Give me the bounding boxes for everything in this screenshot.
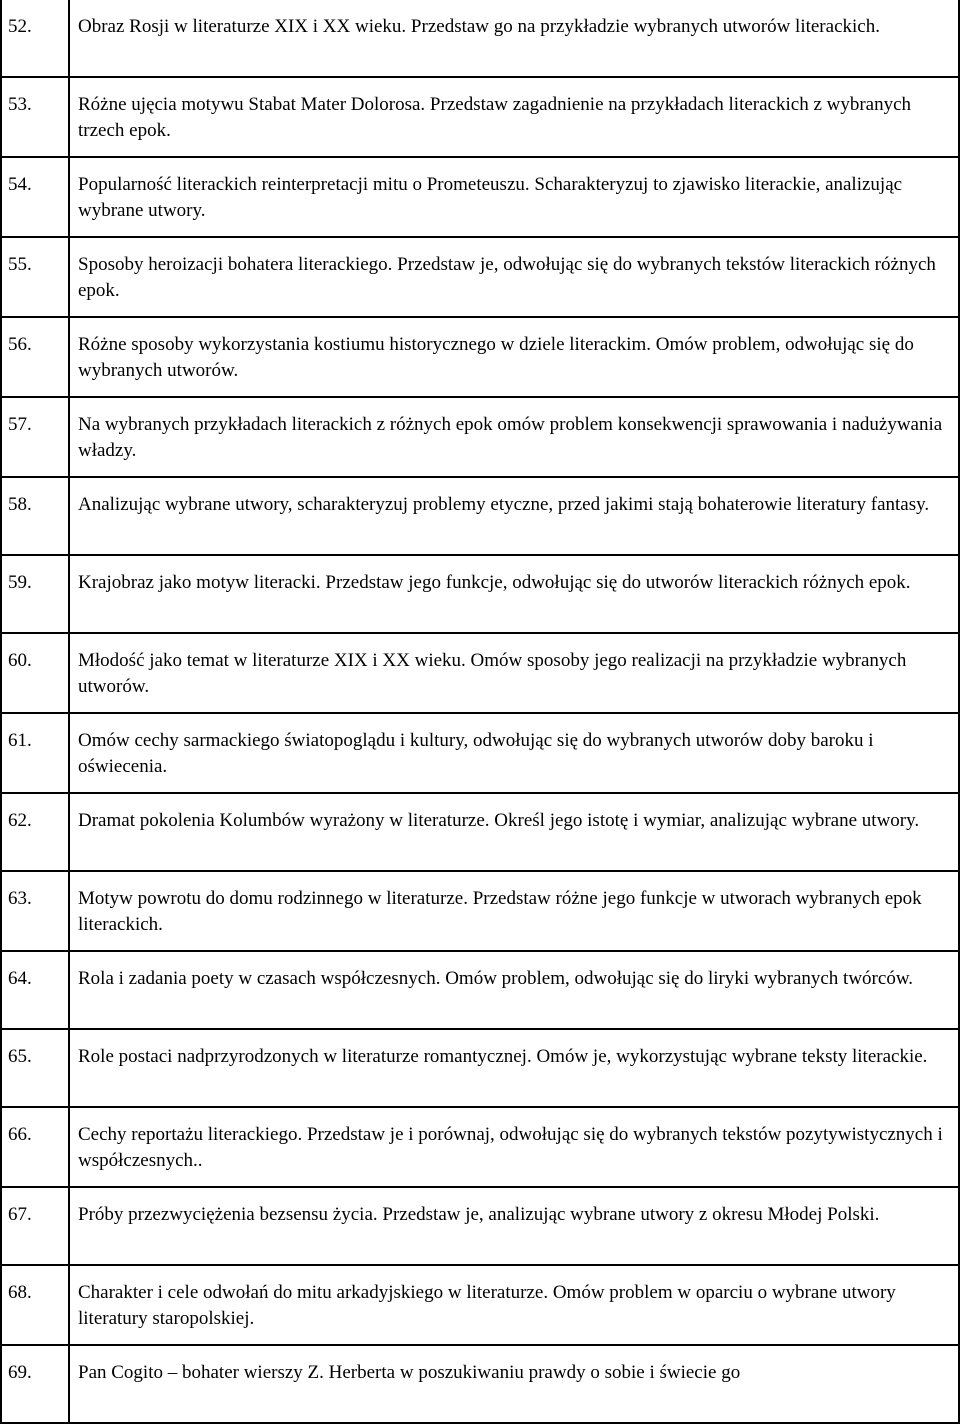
topic-number: 58. [1, 477, 69, 555]
topic-text: Popularność literackich reinterpretacji mitu o Prometeuszu. Scharakteryzuj to zjawisko literackie, analizując wybrane utwory. [69, 157, 959, 237]
topic-text: Próby przezwyciężenia bezsensu życia. Przedstaw je, analizując wybrane utwory z okresu Młodej Polski. [69, 1187, 959, 1265]
topic-number: 66. [1, 1107, 69, 1187]
topic-row [1, 871, 959, 951]
topic-number: 67. [1, 1187, 69, 1265]
topic-row [1, 317, 959, 397]
topic-number: 59. [1, 555, 69, 633]
topic-row [1, 157, 959, 237]
topic-row [1, 237, 959, 317]
topic-text: Charakter i cele odwołań do mitu arkadyjskiego w literaturze. Omów problem w oparciu o wybrane utwory literatury staropolskiej. [69, 1265, 959, 1345]
topic-number: 61. [1, 713, 69, 793]
topic-row [1, 713, 959, 793]
topic-row [1, 1265, 959, 1345]
topics-table-body [1, 0, 959, 1423]
topic-number: 68. [1, 1265, 69, 1345]
topic-number: 62. [1, 793, 69, 871]
topic-row [1, 951, 959, 1029]
topic-text: Analizując wybrane utwory, scharakteryzuj problemy etyczne, przed jakimi stają bohaterowie literatury fantasy. [69, 477, 959, 555]
topic-row [1, 1345, 959, 1423]
topic-number: 65. [1, 1029, 69, 1107]
topic-text: Różne ujęcia motywu Stabat Mater Dolorosa. Przedstaw zagadnienie na przykładach literackich z wybranych trzech epok. [69, 77, 959, 157]
topic-text: Młodość jako temat w literaturze XIX i XX wieku. Omów sposoby jego realizacji na przykładzie wybranych utworów. [69, 633, 959, 713]
topic-number: 55. [1, 237, 69, 317]
topic-text: Na wybranych przykładach literackich z różnych epok omów problem konsekwencji sprawowania i nadużywania władzy. [69, 397, 959, 477]
topic-text: Role postaci nadprzyrodzonych w literaturze romantycznej. Omów je, wykorzystując wybrane teksty literackie. [69, 1029, 959, 1107]
topic-text: Sposoby heroizacji bohatera literackiego. Przedstaw je, odwołując się do wybranych tekstów literackich różnych epok. [69, 237, 959, 317]
topic-text: Omów cechy sarmackiego światopoglądu i kultury, odwołując się do wybranych utworów doby baroku i oświecenia. [69, 713, 959, 793]
topic-row [1, 1187, 959, 1265]
topic-number: 63. [1, 871, 69, 951]
topic-text: Dramat pokolenia Kolumbów wyrażony w literaturze. Określ jego istotę i wymiar, analizując wybrane utwory. [69, 793, 959, 871]
topic-number: 53. [1, 77, 69, 157]
topic-text: Krajobraz jako motyw literacki. Przedstaw jego funkcje, odwołując się do utworów literackich różnych epok. [69, 555, 959, 633]
topic-row [1, 793, 959, 871]
topic-text: Rola i zadania poety w czasach współczesnych. Omów problem, odwołując się do liryki wybranych twórców. [69, 951, 959, 1029]
topic-number: 52. [1, 0, 69, 77]
topic-text: Pan Cogito – bohater wierszy Z. Herberta w poszukiwaniu prawdy o sobie i świecie go [69, 1345, 959, 1423]
topic-row [1, 77, 959, 157]
topic-text: Obraz Rosji w literaturze XIX i XX wieku. Przedstaw go na przykładzie wybranych utworów literackich. [69, 0, 959, 77]
topic-number: 57. [1, 397, 69, 477]
topic-row [1, 477, 959, 555]
topic-row [1, 555, 959, 633]
topic-row [1, 0, 959, 77]
topic-row [1, 1107, 959, 1187]
topic-number: 60. [1, 633, 69, 713]
topic-number: 56. [1, 317, 69, 397]
topic-number: 64. [1, 951, 69, 1029]
topic-row [1, 397, 959, 477]
topic-row [1, 633, 959, 713]
topic-number: 54. [1, 157, 69, 237]
topic-row [1, 1029, 959, 1107]
topic-text: Różne sposoby wykorzystania kostiumu historycznego w dziele literackim. Omów problem, odwołując się do wybranych utworów. [69, 317, 959, 397]
topic-number: 69. [1, 1345, 69, 1423]
topic-text: Motyw powrotu do domu rodzinnego w literaturze. Przedstaw różne jego funkcje w utworach wybranych epok literackich. [69, 871, 959, 951]
topic-text: Cechy reportażu literackiego. Przedstaw je i porównaj, odwołując się do wybranych tekstów pozytywistycznych i współczesnych.. [69, 1107, 959, 1187]
